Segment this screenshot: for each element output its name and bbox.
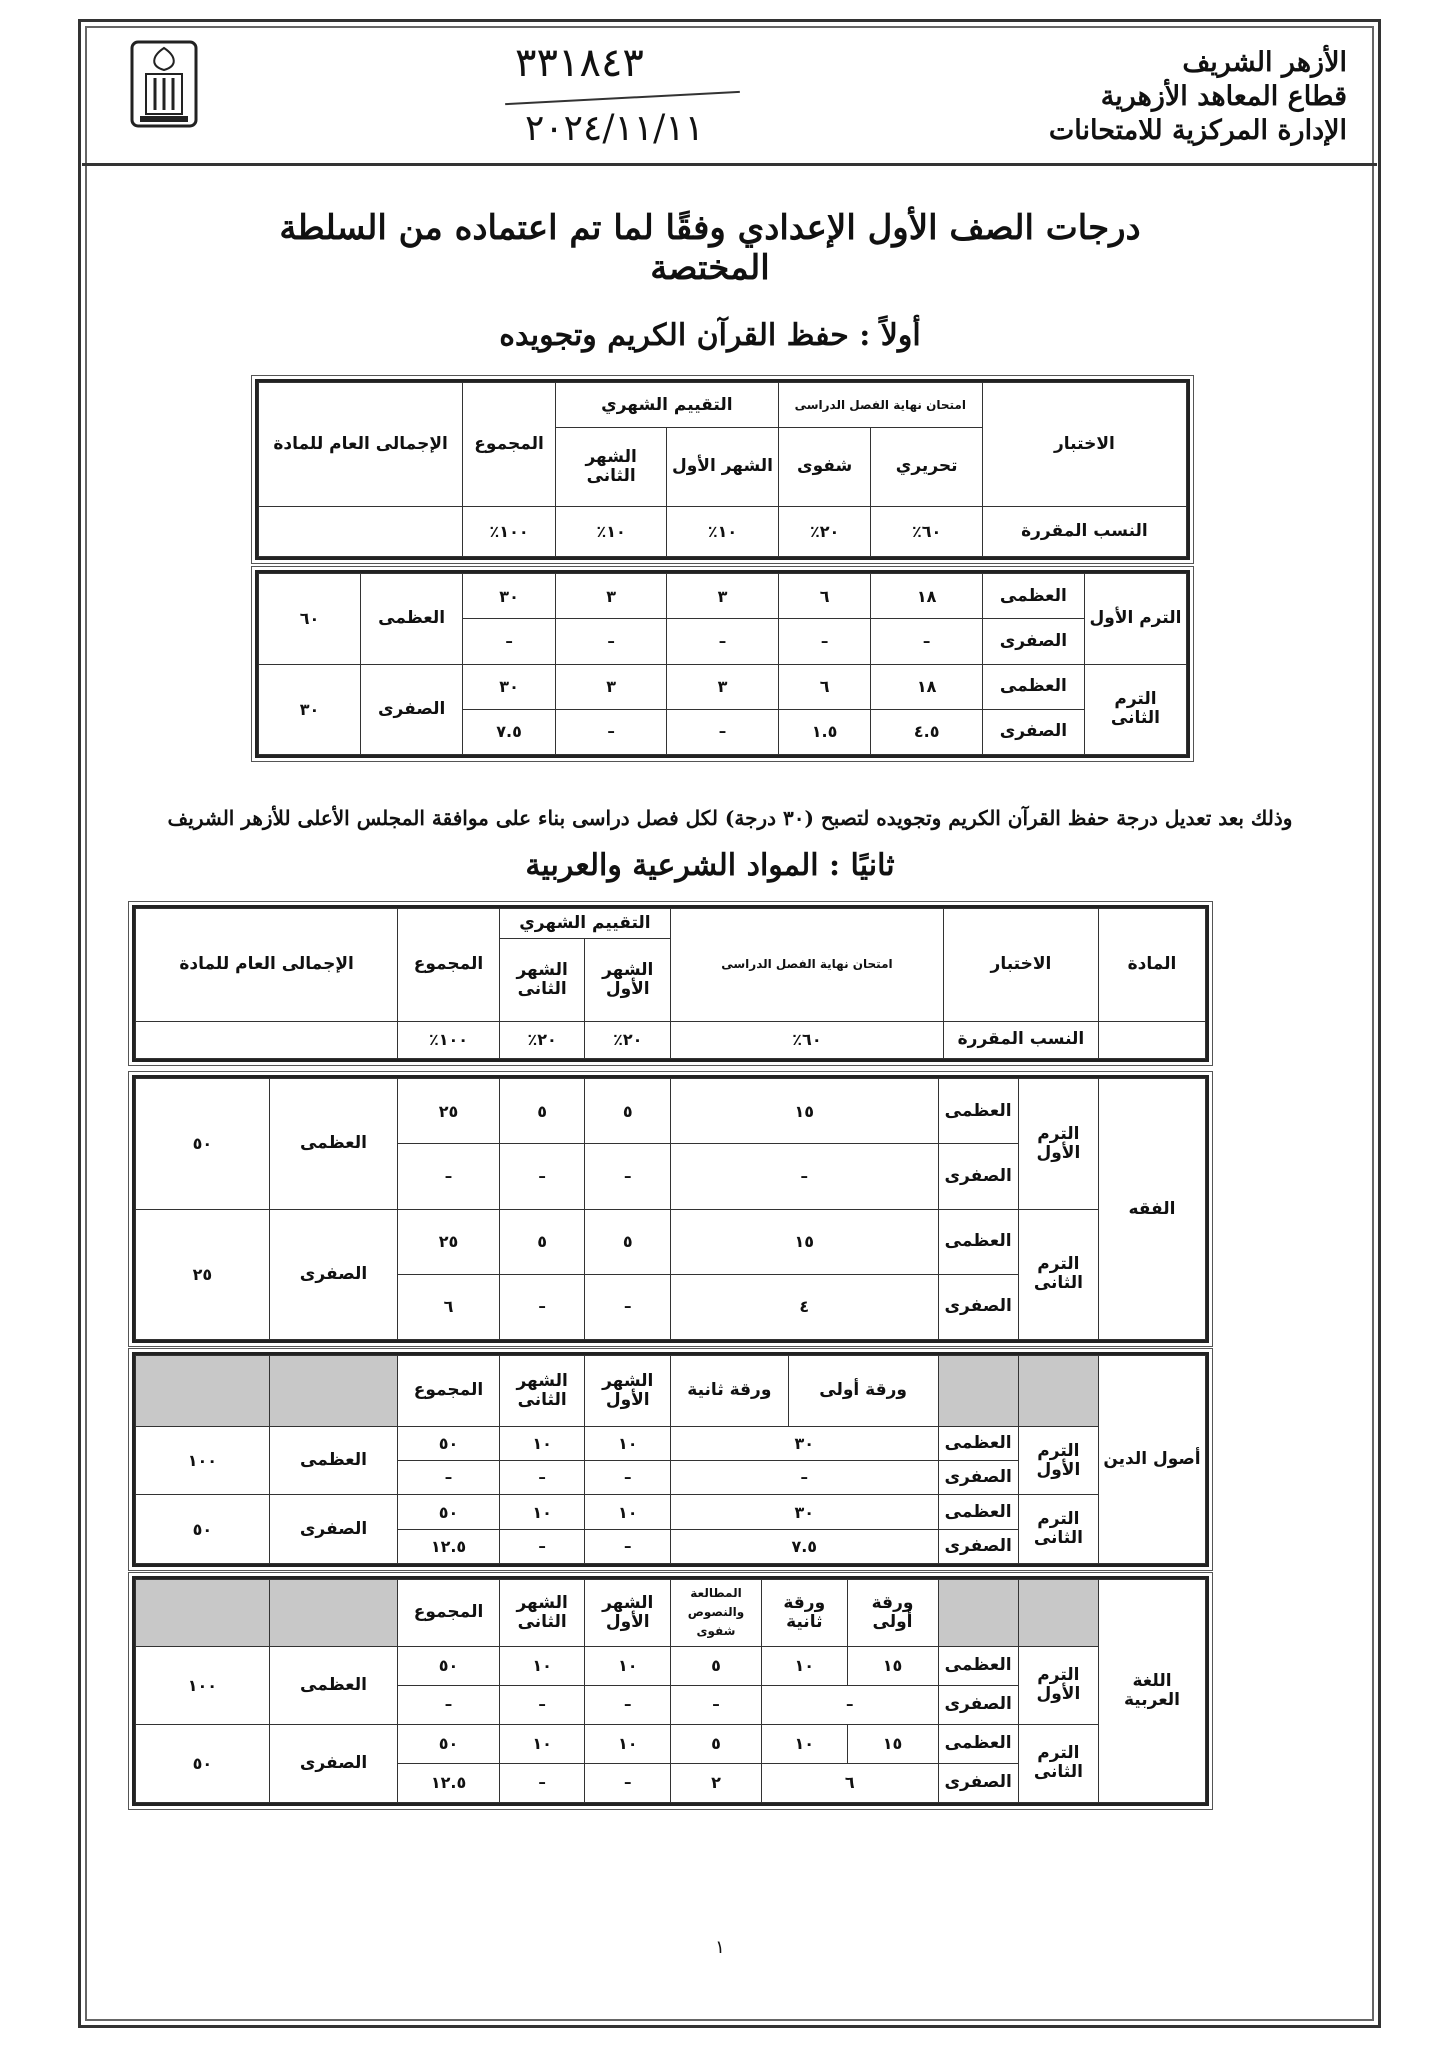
value-cell: – xyxy=(667,619,778,664)
value-cell: ٣٠ xyxy=(671,1426,938,1460)
final-exam-header: امتحان نهاية الفصل الدراسى xyxy=(778,383,982,428)
azhar-logo-icon xyxy=(128,38,200,130)
value-cell: ١٠ xyxy=(499,1495,585,1529)
row-label: العظمى xyxy=(938,1079,1018,1144)
header-org-line3: الإدارة المركزية للامتحانات xyxy=(1048,115,1347,146)
value-cell: ١٠ xyxy=(585,1495,671,1529)
value-cell: ٢٥ xyxy=(398,1209,500,1274)
grand-label: العظمى xyxy=(361,574,463,665)
grand-label: العظمى xyxy=(269,1426,397,1495)
term-label: الترم الثانى xyxy=(1018,1724,1098,1802)
subjects-header-grid xyxy=(135,908,1206,1059)
value-cell: ١٥ xyxy=(671,1209,939,1274)
amendment-note: وذلك بعد تعديل درجة حفظ القرآن الكريم وتجويده لتصبح (٣٠ درجة) لكل فصل دراسى بناء على موافقة المجلس الأعلى للأزهر الشريف xyxy=(167,806,1293,830)
header-org-line1: الأزهر الشريف xyxy=(1182,47,1347,78)
grand-label: العظمى xyxy=(269,1079,397,1210)
total-header: المجموع xyxy=(398,1356,500,1427)
ratio-cell: ٢٠٪ xyxy=(778,506,871,556)
term-label: الترم الثانى xyxy=(1018,1209,1098,1340)
value-cell: ١.٥ xyxy=(778,709,871,754)
row-label: الصفرى xyxy=(938,1529,1018,1563)
month2-header: الشهر الثانى xyxy=(499,1356,585,1427)
term-label: الترم الأول xyxy=(1018,1426,1098,1495)
value-cell: ١٠ xyxy=(761,1646,847,1685)
value-cell: ٣ xyxy=(555,664,666,709)
subject-name: اللغة العربية xyxy=(1099,1580,1206,1803)
value-cell: ١٠ xyxy=(499,1724,585,1763)
value-cell: – xyxy=(671,1461,938,1495)
value-cell: ٦ xyxy=(778,574,871,619)
value-cell: ١٠ xyxy=(585,1426,671,1460)
value-cell: ١٨ xyxy=(871,574,982,619)
value-cell: – xyxy=(585,1461,671,1495)
month2-header: الشهر الثانى xyxy=(499,1580,585,1647)
value-cell: – xyxy=(667,709,778,754)
grand-label: الصفرى xyxy=(269,1724,397,1802)
value-cell: ١٠ xyxy=(585,1646,671,1685)
section2-title: ثانيًا : المواد الشرعية والعربية xyxy=(525,848,895,883)
value-cell: – xyxy=(585,1763,671,1802)
value-cell: ٥٠ xyxy=(398,1646,500,1685)
subject-name: أصول الدين xyxy=(1099,1356,1206,1564)
total-header: المجموع xyxy=(398,909,500,1022)
row-label: الصفرى xyxy=(938,1763,1018,1802)
value-cell: ٥٠ xyxy=(398,1426,500,1460)
value-cell: ٣ xyxy=(555,574,666,619)
value-cell: ٦ xyxy=(778,664,871,709)
grand-value: ٢٥ xyxy=(136,1209,270,1340)
grand-value: ٥٠ xyxy=(136,1495,270,1564)
fiqh-table xyxy=(132,1075,1209,1343)
value-cell: – xyxy=(499,1529,585,1563)
value-cell: ٤ xyxy=(671,1274,939,1339)
reading-header: المطالعة والنصوص شفوى xyxy=(671,1580,762,1647)
value-cell: ٢٥ xyxy=(398,1079,500,1144)
shaded-cell xyxy=(136,1356,270,1427)
row-label: الصفرى xyxy=(982,619,1084,664)
monthly-header: التقييم الشهري xyxy=(499,909,670,939)
shaded-cell xyxy=(1018,1580,1098,1647)
value-cell: ١٨ xyxy=(871,664,982,709)
month1-header: الشهر الأول xyxy=(585,1580,671,1647)
written-header: تحريري xyxy=(871,428,982,506)
header-org-block xyxy=(927,46,1347,148)
value-cell: ١٢.٥ xyxy=(398,1763,500,1802)
grand-value: ١٠٠ xyxy=(136,1646,270,1724)
exam-header: الاختبار xyxy=(982,383,1186,507)
value-cell: ١٠ xyxy=(585,1724,671,1763)
grand-total-header: الإجمالى العام للمادة xyxy=(136,909,398,1022)
value-cell: ٥٠ xyxy=(398,1495,500,1529)
row-label: العظمى xyxy=(938,1495,1018,1529)
value-cell: ٥ xyxy=(671,1724,762,1763)
value-cell: ٢ xyxy=(671,1763,762,1802)
row-label: العظمى xyxy=(938,1209,1018,1274)
paper1-header: ورقة أولى xyxy=(847,1580,938,1647)
grand-total-header: الإجمالى العام للمادة xyxy=(259,383,463,507)
final-exam-header: امتحان نهاية الفصل الدراسى xyxy=(671,909,944,1022)
value-cell: ١٠ xyxy=(499,1646,585,1685)
value-cell: ٧.٥ xyxy=(463,709,556,754)
header-org-line2: قطاع المعاهد الأزهرية xyxy=(1100,81,1347,112)
value-cell: ٥ xyxy=(671,1646,762,1685)
shaded-cell xyxy=(1018,1356,1098,1427)
month2-header: الشهر الثانى xyxy=(555,428,666,506)
row-label: الصفرى xyxy=(938,1144,1018,1209)
row-label: الصفرى xyxy=(938,1461,1018,1495)
term-label: الترم الثانى xyxy=(1018,1495,1098,1564)
exam-header: الاختبار xyxy=(943,909,1098,1022)
shaded-cell xyxy=(938,1356,1018,1427)
subject-header: المادة xyxy=(1099,909,1206,1022)
value-cell: ٥ xyxy=(499,1079,585,1144)
total-header: المجموع xyxy=(463,383,556,507)
value-cell: – xyxy=(398,1144,500,1209)
ratio-cell: ١٠٠٪ xyxy=(463,506,556,556)
value-cell: ١٥ xyxy=(847,1646,938,1685)
value-cell: – xyxy=(499,1144,585,1209)
value-cell: – xyxy=(499,1685,585,1724)
month1-header: الشهر الأول xyxy=(585,1356,671,1427)
value-cell: – xyxy=(499,1274,585,1339)
section1-title: أولاً : حفظ القرآن الكريم وتجويده xyxy=(499,318,921,353)
shaded-cell xyxy=(269,1356,397,1427)
value-cell: ٦ xyxy=(761,1763,938,1802)
shaded-cell xyxy=(136,1580,270,1647)
value-cell: ٥ xyxy=(585,1209,671,1274)
value-cell: ٤.٥ xyxy=(871,709,982,754)
grand-label: الصفرى xyxy=(361,664,463,755)
value-cell: – xyxy=(398,1461,500,1495)
ratios-label: النسب المقررة xyxy=(943,1021,1098,1059)
empty-cell xyxy=(259,506,463,556)
value-cell: ١٠ xyxy=(499,1426,585,1460)
monthly-header: التقييم الشهري xyxy=(555,383,778,428)
paper2-header: ورقة ثانية xyxy=(671,1356,789,1427)
ratio-cell: ١٠٪ xyxy=(667,506,778,556)
paper2-header: ورقة ثانية xyxy=(761,1580,847,1647)
oral-header: شفوى xyxy=(778,428,871,506)
subject-name: الفقه xyxy=(1099,1079,1206,1340)
value-cell: ٣٠ xyxy=(671,1495,938,1529)
quran-header-table xyxy=(255,379,1190,560)
row-label: الصفرى xyxy=(982,709,1084,754)
value-cell: – xyxy=(761,1685,938,1724)
usul-table xyxy=(132,1352,1209,1567)
value-cell: – xyxy=(555,619,666,664)
grand-value: ١٠٠ xyxy=(136,1426,270,1495)
value-cell: – xyxy=(671,1144,939,1209)
value-cell: ٣٠ xyxy=(463,664,556,709)
value-cell: – xyxy=(463,619,556,664)
shaded-cell xyxy=(269,1580,397,1647)
grand-label: العظمى xyxy=(269,1646,397,1724)
ratios-label: النسب المقررة xyxy=(982,506,1186,556)
value-cell: – xyxy=(871,619,982,664)
value-cell: – xyxy=(585,1685,671,1724)
ratio-cell: ١٠٪ xyxy=(555,506,666,556)
value-cell: ٣ xyxy=(667,574,778,619)
total-header: المجموع xyxy=(398,1580,500,1647)
row-label: العظمى xyxy=(982,664,1084,709)
row-label: العظمى xyxy=(982,574,1084,619)
value-cell: ٦ xyxy=(398,1274,500,1339)
ratio-cell: ٢٠٪ xyxy=(499,1021,585,1059)
ratio-cell: ٦٠٪ xyxy=(871,506,982,556)
value-cell: – xyxy=(671,1685,762,1724)
month2-header: الشهر الثانى xyxy=(499,939,585,1022)
ratio-cell: ٢٠٪ xyxy=(585,1021,671,1059)
ratio-cell: ١٠٠٪ xyxy=(398,1021,500,1059)
quran-values-grid xyxy=(258,573,1187,755)
value-cell: – xyxy=(499,1461,585,1495)
value-cell: ٣ xyxy=(667,664,778,709)
page-title: درجات الصف الأول الإعدادي وفقًا لما تم اعتماده من السلطة المختصة xyxy=(279,208,1141,288)
value-cell: ٣٠ xyxy=(463,574,556,619)
empty-cell xyxy=(136,1021,398,1059)
handwritten-reference-number: ٣٣١٨٤٣ xyxy=(515,40,644,86)
value-cell: ١٥ xyxy=(671,1079,939,1144)
term-label: الترم الأول xyxy=(1018,1079,1098,1210)
arabic-table xyxy=(132,1576,1209,1806)
quran-values-table xyxy=(255,570,1190,758)
ratio-cell: ٦٠٪ xyxy=(671,1021,944,1059)
page-number: ١ xyxy=(715,1937,725,1958)
value-cell: ٧.٥ xyxy=(671,1529,938,1563)
grand-label: الصفرى xyxy=(269,1209,397,1340)
subjects-header-table xyxy=(132,905,1209,1062)
value-cell: ٥ xyxy=(585,1079,671,1144)
grand-value: ٦٠ xyxy=(259,574,361,665)
value-cell: – xyxy=(499,1763,585,1802)
quran-header-grid xyxy=(258,382,1187,557)
usul-grid xyxy=(135,1355,1206,1564)
shaded-cell xyxy=(938,1580,1018,1647)
row-label: العظمى xyxy=(938,1646,1018,1685)
value-cell: – xyxy=(585,1274,671,1339)
value-cell: ١٠ xyxy=(761,1724,847,1763)
value-cell: – xyxy=(585,1529,671,1563)
grand-value: ٥٠ xyxy=(136,1724,270,1802)
month1-header: الشهر الأول xyxy=(585,939,671,1022)
fiqh-grid xyxy=(135,1078,1206,1340)
row-label: العظمى xyxy=(938,1426,1018,1460)
value-cell: ٥٠ xyxy=(398,1724,500,1763)
header-divider xyxy=(82,163,1377,166)
grand-value: ٣٠ xyxy=(259,664,361,755)
value-cell: ٥ xyxy=(499,1209,585,1274)
term-label: الترم الأول xyxy=(1084,574,1186,665)
term-label: الترم الأول xyxy=(1018,1646,1098,1724)
value-cell: – xyxy=(585,1144,671,1209)
grand-label: الصفرى xyxy=(269,1495,397,1564)
handwritten-date: ٢٠٢٤/١١/١١ xyxy=(525,108,704,149)
row-label: الصفرى xyxy=(938,1685,1018,1724)
row-label: العظمى xyxy=(938,1724,1018,1763)
month1-header: الشهر الأول xyxy=(667,428,778,506)
grand-value: ٥٠ xyxy=(136,1079,270,1210)
value-cell: – xyxy=(778,619,871,664)
term-label: الترم الثانى xyxy=(1084,664,1186,755)
arabic-grid xyxy=(135,1579,1206,1803)
paper1-header: ورقة أولى xyxy=(788,1356,938,1427)
empty-cell xyxy=(1099,1021,1206,1059)
value-cell: ١٥ xyxy=(847,1724,938,1763)
value-cell: ١٢.٥ xyxy=(398,1529,500,1563)
value-cell: – xyxy=(398,1685,500,1724)
value-cell: – xyxy=(555,709,666,754)
row-label: الصفرى xyxy=(938,1274,1018,1339)
